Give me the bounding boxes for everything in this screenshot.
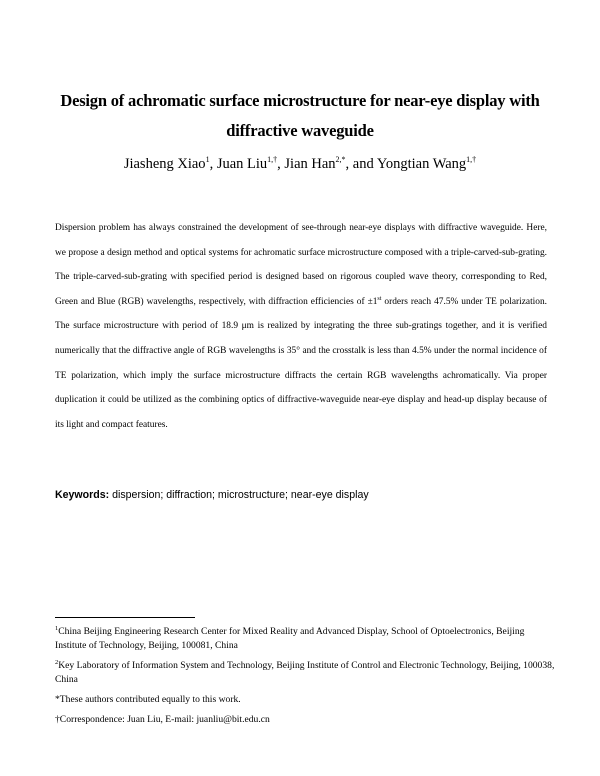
author-name: Juan Liu (216, 156, 268, 172)
footnote-affiliation-1 (55, 625, 555, 653)
footnote-divider (55, 617, 195, 618)
footnotes (55, 625, 555, 733)
footnote-affiliation-2 (55, 659, 555, 687)
footnote-correspondence (55, 713, 555, 727)
footnote-equal-contribution (55, 693, 555, 707)
footnote-marker: 1 (55, 624, 59, 632)
footnote-marker: 2 (55, 658, 59, 666)
author-affiliation-sup: 1,† (466, 155, 477, 165)
footnote-text: *These authors contributed equally to this work. (55, 694, 241, 705)
author-name: Jian Han (284, 156, 336, 172)
author-list (60, 154, 540, 174)
abstract-text-part1: Dispersion problem has always constrained the development of see-through near-eye displays with diffractive waveguide. Here, we propose a design method and optical systems for achromatic surface microstructure composed with a triple-carved-sub-grating. The triple-carved-sub-grating with specified period is designed based on rigorous coupled wave theory, corresponding to Red, Green and Blue (RGB) wavelengths, respectively, with diffraction efficiencies of ±1 (55, 223, 547, 307)
keywords (55, 487, 369, 503)
author-affiliation-sup: 1,† (267, 155, 278, 165)
abstract-text-part2: orders reach 47.5% under TE polarization. The surface microstructure with period of 18.9 μm is realized by integrating the three sub-gratings together, and it is verified numerically that the diffractive angle of RGB wavelengths is 35° and the crosstalk is less than 4.5% under the normal incidence of TE polarization, which imply the surface microstructure diffracts the certain RGB wavelengths achromatically. Via proper duplication it could be utilized as the combining optics of diffractive-waveguide near-eye display and head-up display because of its light and compact features. (55, 296, 547, 430)
author-and: and (352, 156, 377, 172)
paper-title: Design of achromatic surface microstructure for near-eye display with diffractive waveguide (60, 91, 540, 140)
orders-superscript: st (377, 295, 382, 302)
footnote-text: Key Laboratory of Information System and Technology, Beijing Institute of Control and Electronic Technology, Beijing, 100038, China (55, 660, 555, 685)
footnote-text: China Beijing Engineering Research Center for Mixed Reality and Advanced Display, School of Optoelectronics, Beijing Institute of Technology, Beijing, 100081, China (55, 626, 525, 651)
author-separator: , (277, 156, 285, 172)
keywords-text: dispersion; diffraction; microstructure; near-eye display (109, 489, 369, 501)
abstract (55, 216, 547, 437)
footnote-text: †Correspondence: Juan Liu, E-mail: juanliu@bit.edu.cn (55, 714, 270, 725)
keywords-label: Keywords: (55, 489, 110, 501)
author-name: Yongtian Wang (376, 156, 467, 172)
author-affiliation-sup: 1 (205, 155, 210, 165)
author-separator: , (209, 156, 217, 172)
author-name: Jiasheng Xiao (123, 156, 206, 172)
author-separator: , (345, 156, 353, 172)
author-affiliation-sup: 2,* (335, 155, 346, 165)
